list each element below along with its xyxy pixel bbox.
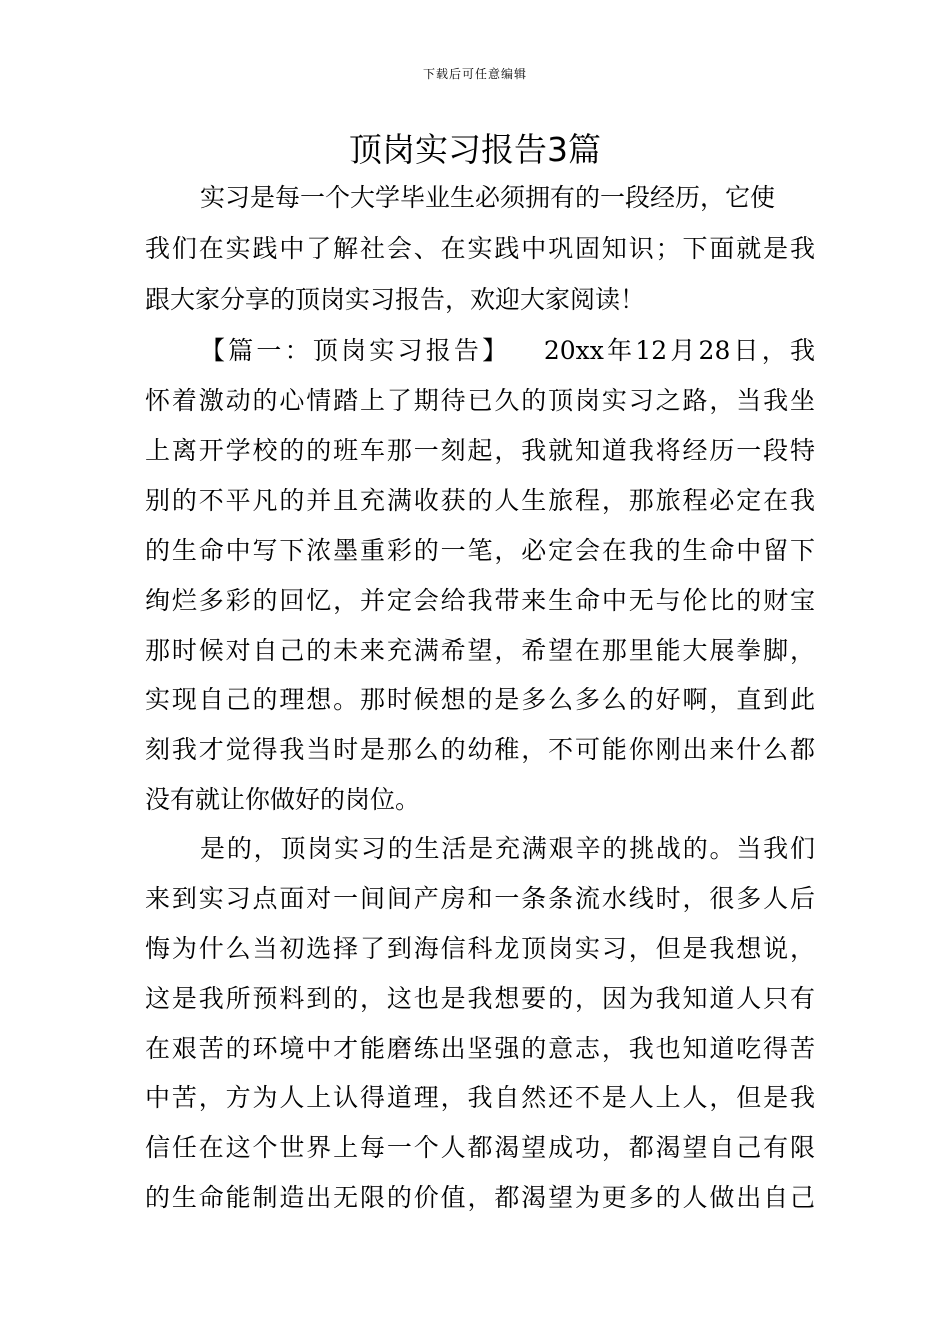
body-line: 这是我所预料到的，这也是我想要的，因为我知道人只有 <box>145 984 815 1013</box>
body-line: 绚烂多彩的回忆，并定会给我带来生命中无与伦比的财宝 <box>145 586 815 615</box>
body-line: 来到实习点面对一间间产房和一条条流水线时，很多人后 <box>145 884 815 913</box>
header-note: 下载后可任意编辑 <box>422 67 527 81</box>
body-line: 实习是每一个大学毕业生必须拥有的一段经历，它使 <box>200 183 776 212</box>
body-line: 实现自己的理想。那时候想的是多么多么的好啊，直到此 <box>145 685 815 714</box>
body-line: 怀着激动的心情踏上了期待已久的顶岗实习之路，当我坐 <box>145 386 815 415</box>
body-line: 中苦，方为人上认得道理，我自然还不是人上人，但是我 <box>145 1083 815 1112</box>
body-line: 是的，顶岗实习的生活是充满艰辛的挑战的。当我们 <box>200 834 815 863</box>
body-line: 那时候对自己的未来充满希望，希望在那里能大展拳脚， <box>145 636 815 665</box>
body-line: 跟大家分享的顶岗实习报告，欢迎大家阅读！ <box>145 285 646 314</box>
body-line: 没有就让你做好的岗位。 <box>145 785 421 814</box>
body-line: 刻我才觉得我当时是那么的幼稚，不可能你刚出来什么都 <box>145 735 815 764</box>
body-line: 我们在实践中了解社会、在实践中巩固知识；下面就是我 <box>145 234 815 263</box>
body-line: 在艰苦的环境中才能磨练出坚强的意志，我也知道吃得苦 <box>145 1034 815 1063</box>
body-line: 上离开学校的的班车那一刻起，我就知道我将经历一段特 <box>145 436 815 465</box>
body-line: 悔为什么当初选择了到海信科龙顶岗实习，但是我想说， <box>145 934 815 963</box>
body-line: 别的不平凡的并且充满收获的人生旅程，那旅程必定在我 <box>145 486 815 515</box>
body-line: 信任在这个世界上每一个人都渴望成功，都渴望自己有限 <box>145 1133 815 1162</box>
body-line: 的生命能制造出无限的价值，都渴望为更多的人做出自己 <box>145 1183 815 1212</box>
document-title: 顶岗实习报告3篇 <box>349 130 601 169</box>
body-line: 的生命中写下浓墨重彩的一笔，必定会在我的生命中留下 <box>145 536 815 565</box>
section-heading-line: 【篇一：顶岗实习报告】 20xx年12月28日，我 <box>200 336 815 365</box>
